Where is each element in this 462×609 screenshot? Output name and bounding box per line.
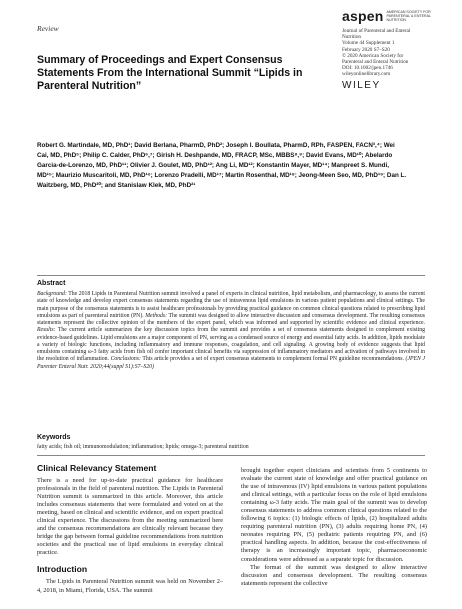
journal-info-line: Nutrition bbox=[342, 34, 362, 41]
logo-tagline: AMERICAN SOCIETY FOR PARENTERAL & ENTERAL NUTRITION bbox=[386, 10, 431, 22]
abstract-results-label: Results: bbox=[37, 327, 56, 334]
journal-info-line: Journal of Parenteral and Enteral bbox=[342, 28, 411, 34]
abstract-background: The 2018 Lipids in Parenteral Nutrition summit involved a panel of experts in clinical nutrition, lipid metabolism, and pharmacology, to assess the current state of knowledge and develop expert consensus statements regarding the use of intravenous lipid emulsions in various patient populations and clinical settings. The main purpose of the consensus statements is to assist healthcare professionals by providing practical guidance on common clinical questions related to prescribing lipid emulsions as part of parenteral nutrition (PN). bbox=[37, 291, 425, 319]
journal-info bbox=[342, 28, 454, 78]
section-heading-clinical-relevancy: Clinical Relevancy Statement bbox=[37, 463, 157, 473]
journal-info-line: Volume 44 Supplement 1 bbox=[342, 40, 395, 47]
author-list: Robert G. Martindale, MD, PhD¹; David Berlana, PharmD, PhD²; Joseph I. Boullata, PharmD, RPh, FASPEN, FACN³,⁴; Wei Cai, MD, PhD⁵; Philip C. Calder, PhD⁶,⁷; Girish H. Deshpande, MD, FRACP, MSc, MBBS⁸,⁹; David Evans, MD¹⁰; Abelardo Garcia-de-Lorenzo, MD, PhD¹¹; Olivier J. Goulet, MD, PhD¹²; Ang Li, MD¹²; Konstantin Mayer, MD¹⁴; Manpreet S. Mundi, MD¹⁵; Maurizio Muscaritoli, MD, PhD¹⁶; Lorenzo Pradelli, MD¹⁷; Martin Rosenthal, MD¹⁸; Jeong-Meen Seo, MD, PhD¹⁹; Dan L. Waitzberg, MD, PhD²⁰; and Stanislaw Klek, MD, PhD²¹ bbox=[37, 142, 407, 190]
abstract-background-label: Background: bbox=[37, 291, 67, 297]
right-column-paragraph-1: brought together expert clinicians and scientists from 5 continents to evaluate the current state of knowledge and offer practical guidance on the use of intravenous (IV) lipid emulsions in various patient populations and clinical settings, with a particular focus on the role of lipid emulsions containing ω-3 fatty acids. The main goal of the summit was to develop consensus statements to address common clinical questions related to the following 6 topics: (1) biologic effects of lipids, (2) hospitalized adults requiring parenteral nutrition (PN), (3) adults requiring home PN, (4) neonates requiring PN, (5) pediatric patients requiring PN, and (6) practical handling aspects. In addition, because the cost-effectiveness of therapy is an increasingly important topic, pharmacoeconomic considerations were addressed as a separate topic for discussion. bbox=[241, 467, 427, 563]
journal-header bbox=[342, 8, 454, 91]
abstract-methods-label: Methods: bbox=[145, 312, 167, 319]
right-column-paragraph-2: The format of the summit was designed to allow interactive discussion and consensus development. The resulting consensus statements represent the collective bbox=[241, 563, 427, 587]
abstract-results: The current article summarizes the key discussion topics from the summit and provides a set of consensus statements designed to complement existing evidence-based guidelines. Lipid emulsions are a major component of PN, serving as a condensed source of energy and essential fatty acids. In addition, lipids modulate a variety of biologic functions, including inflammatory and immune responses, coagulation, and cell signaling. A growing body of evidence suggests that lipid emulsions containing ω-3 fatty acids from fish oil confer important clinical benefits via suppression of inflammatory mediators and activation of pathways involved in the resolution of inflammation. bbox=[37, 327, 425, 363]
keywords-heading: Keywords bbox=[37, 434, 71, 441]
section-heading-introduction: Introduction bbox=[37, 564, 88, 575]
clinical-relevancy-text: There is a need for up-to-date practical guidance for healthcare professionals in the field of parenteral nutrition. The Lipids in Parenteral Nutrition summit is summarized in this article. Moreover, this article includes consensus statements that were formulated and voted on at the meeting, based on clinical and scientific evidence, and on expert practical clinical experience. The discussions from the meeting summarized here and the consensus recommendations are clinically relevant because they bridge the gap between formal guideline recommendations from nutrition societies and the practical use of lipid emulsions in everyday clinical practice. bbox=[37, 477, 223, 557]
divider bbox=[37, 275, 425, 276]
publisher-logo: WILEY bbox=[342, 79, 381, 91]
divider bbox=[37, 455, 425, 456]
journal-info-line[interactable]: wileyonlinelibrary.com bbox=[342, 71, 391, 78]
abstract-methods: The summit was designed to allow interactive discussion and consensus development. The resulting consensus statements represent the collective opinion of the members of the expert panel, which was informed and supported by scientific evidence and clinical experience. bbox=[37, 312, 426, 326]
right-column bbox=[241, 467, 427, 588]
abstract-text bbox=[37, 291, 425, 371]
journal-info-line: DOI: 10.1002/jpen.1746 bbox=[342, 65, 393, 72]
abstract-citation: (JPEN J Parenter Enteral Nutr. 2020;44(suppl S1):S7–S20) bbox=[37, 356, 426, 370]
keywords-text: fatty acids; fish oil; immunomodulation; inflammation; lipids; omega-3; parenteral nutrition bbox=[37, 444, 249, 450]
introduction-text: The Lipids in Parenteral Nutrition summit was held on November 2–4, 2018, in Miami, Florida, USA. The summit bbox=[37, 578, 223, 594]
article-title: Summary of Proceedings and Expert Consensus Statements From the International Summit “Lipids in Parenteral Nutrition” bbox=[37, 54, 303, 92]
abstract-heading: Abstract bbox=[37, 280, 66, 287]
left-column bbox=[37, 462, 223, 595]
article-type-label: Review bbox=[37, 24, 59, 33]
aspen-logo bbox=[342, 8, 454, 24]
journal-info-line: February 2020 S7–S20 bbox=[342, 46, 390, 53]
journal-info-line: Parenteral and Enteral Nutrition bbox=[342, 59, 409, 66]
journal-info-line: © 2020 American Society for bbox=[342, 52, 404, 59]
logo-word: aspen bbox=[342, 8, 384, 24]
abstract-conclusions: This article provides a set of expert consensus statements to complement formal PN guideline recommendations. bbox=[142, 356, 404, 363]
abstract-conclusions-label: Conclusions: bbox=[110, 356, 141, 363]
